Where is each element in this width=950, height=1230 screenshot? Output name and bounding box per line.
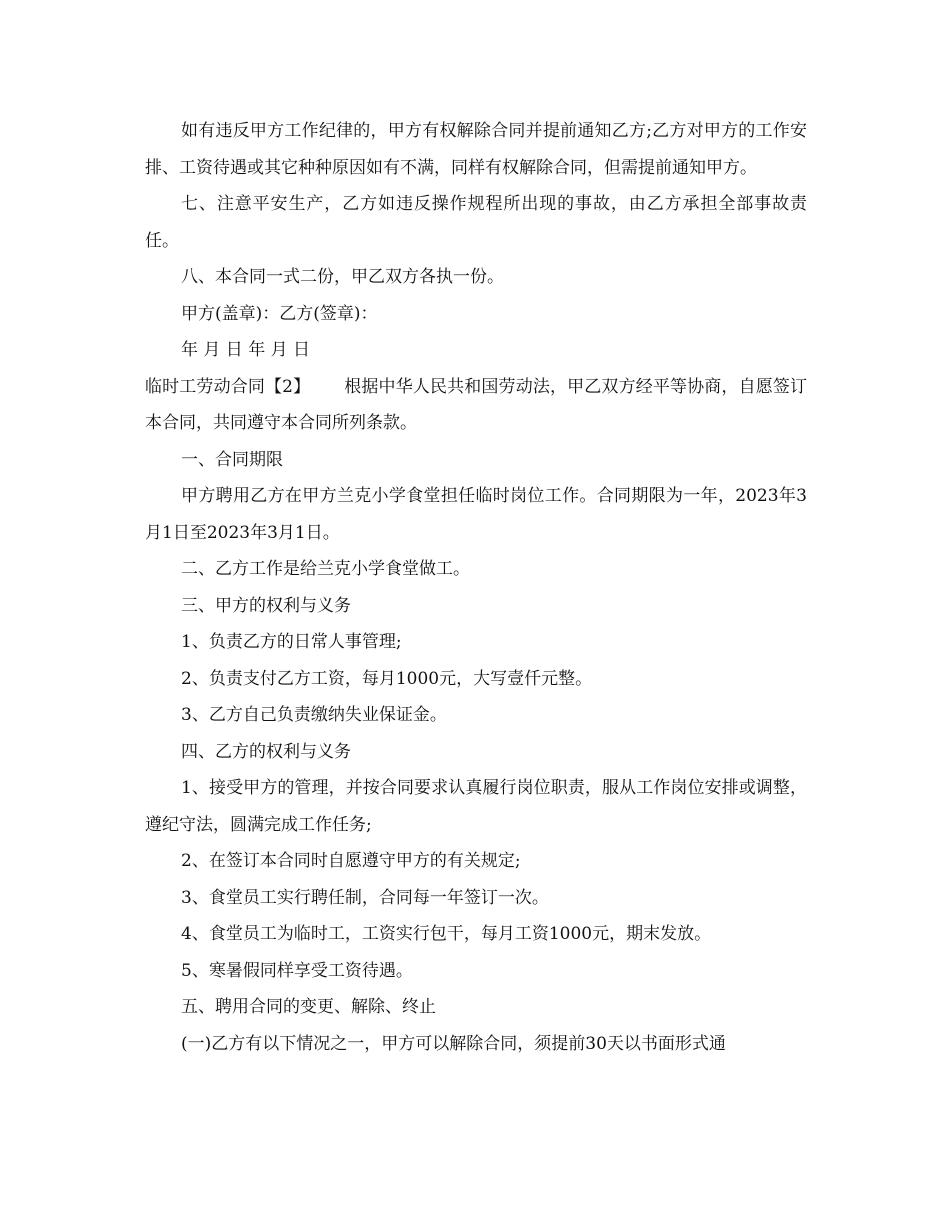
paragraph-copies-clause: 八、本合同一式二份，甲乙双方各执一份。: [181, 267, 504, 287]
paragraph-term-detail: 甲方聘用乙方在甲方兰克小学食堂担任临时岗位工作。合同期限为一年，2023年3月1日至2023年3月1日。: [145, 486, 807, 543]
list-item: 2、负责支付乙方工资，每月1000元，大写壹仟元整。: [181, 668, 593, 689]
paragraph-safety-clause: 七、注意平安生产，乙方如违反操作规程所出现的事故，由乙方承担全部事故责任。: [145, 194, 807, 251]
document-body: [145, 113, 807, 1062]
section-contract-term: 一、合同期限: [181, 449, 283, 470]
list-item: 5、寒暑假同样享受工资待遇。: [181, 960, 413, 981]
contract2-title: 临时工劳动合同【2】: [145, 376, 311, 397]
section-party-b-rights: 四、乙方的权利与义务: [181, 741, 351, 762]
contract2-intro: 根据中华人民共和国劳动法，甲乙双方经平等协商，自愿签订本合同，共同遵守本合同所列条款。: [145, 376, 807, 433]
list-item: 4、食堂员工为临时工，工资实行包干，每月工资1000元，期末发放。: [181, 924, 712, 944]
list-item: 3、食堂员工实行聘任制，合同每一年签订一次。: [181, 887, 549, 908]
section-party-a-rights: 三、甲方的权利与义务: [181, 595, 351, 616]
section-contract-changes: 五、聘用合同的变更、解除、终止: [181, 997, 436, 1017]
list-item: 2、在签订本合同时自愿遵守甲方的有关规定;: [181, 851, 521, 871]
list-item: 1、负责乙方的日常人事管理;: [181, 632, 402, 652]
section-work-content: 二、乙方工作是给兰克小学食堂做工。: [181, 559, 470, 579]
paragraph-signature-line: 甲方(盖章)：乙方(签章)：: [181, 303, 378, 324]
paragraph-date-line: 年 月 日 年 月 日: [181, 340, 311, 360]
paragraph-termination-conditions: (一)乙方有以下情况之一，甲方可以解除合同，须提前30天以书面形式通: [181, 1033, 726, 1054]
list-item: 3、乙方自己负责缴纳失业保证金。: [181, 705, 447, 725]
paragraph-discipline-termination: 如有违反甲方工作纪律的，甲方有权解除合同并提前通知乙方;乙方对甲方的工作安排、工资待遇或其它种种原因如有不满，同样有权解除合同，但需提前通知甲方。: [145, 121, 807, 178]
contract2-heading-paragraph: [145, 369, 807, 442]
list-item: 1、接受甲方的管理，并按合同要求认真履行岗位职责，服从工作岗位安排或调整，遵纪守法，圆满完成工作任务;: [145, 778, 807, 835]
